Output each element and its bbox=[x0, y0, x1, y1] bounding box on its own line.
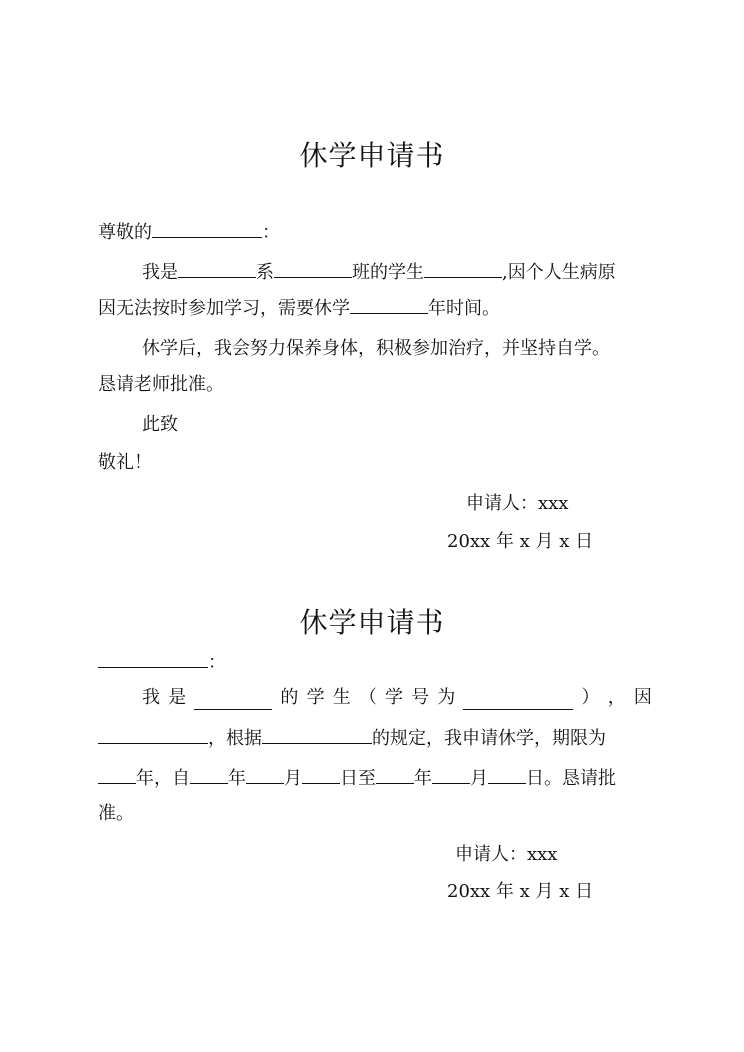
text-segment: 月 bbox=[284, 768, 302, 789]
section2-line-2 bbox=[98, 724, 606, 751]
end-month-blank bbox=[432, 764, 470, 784]
text-segment: 月 bbox=[470, 768, 488, 789]
page-title-2: 休学申请书 bbox=[299, 606, 445, 639]
text-segment: 班的学生 bbox=[352, 262, 424, 283]
recipient-blank bbox=[152, 218, 262, 238]
text-segment: 因无法按时参加学习，需要休学 bbox=[98, 298, 350, 319]
text-segment: ， bbox=[607, 687, 626, 708]
section2-line-4: 准。 bbox=[98, 803, 134, 824]
paragraph-1-line-1 bbox=[142, 258, 616, 285]
section2-line-1 bbox=[142, 686, 652, 710]
text-segment: 是 bbox=[168, 687, 187, 708]
reason-blank bbox=[98, 724, 208, 744]
text-segment: ，根据 bbox=[208, 728, 262, 749]
text-segment: 的规定，我申请休学，期限为 bbox=[372, 728, 606, 749]
years-blank bbox=[98, 764, 136, 784]
text-segment: 生 bbox=[332, 687, 351, 708]
text-segment: ,因个人生病原 bbox=[502, 262, 616, 283]
end-year-blank bbox=[376, 764, 414, 784]
text-segment: 因 bbox=[633, 687, 652, 708]
class-blank bbox=[274, 258, 352, 278]
paragraph-1-line-2 bbox=[98, 294, 500, 321]
start-day-blank bbox=[302, 764, 340, 784]
school-blank bbox=[194, 690, 272, 710]
start-month-blank bbox=[246, 764, 284, 784]
salutation-colon: ： bbox=[262, 222, 280, 243]
start-year-blank bbox=[190, 764, 228, 784]
salutation-2 bbox=[98, 648, 226, 675]
text-segment: （ bbox=[358, 687, 377, 708]
paragraph-2-line-1: 休学后，我会努力保养身体，积极参加治疗，并坚持自学。 bbox=[142, 338, 610, 359]
text-segment: 系 bbox=[256, 262, 274, 283]
salutation-prefix: 尊敬的 bbox=[98, 222, 152, 243]
text-segment: 为 bbox=[437, 687, 456, 708]
recipient-blank bbox=[98, 648, 208, 668]
text-segment: 年 bbox=[228, 768, 246, 789]
text-segment: 我 bbox=[142, 687, 160, 708]
department-blank bbox=[178, 258, 256, 278]
text-segment: 日至 bbox=[340, 768, 376, 789]
text-segment: 年，自 bbox=[136, 768, 190, 789]
section2-line-3 bbox=[98, 764, 616, 791]
paragraph-2-line-2: 恳请老师批准。 bbox=[98, 374, 224, 395]
student-id-blank bbox=[463, 690, 573, 710]
text-segment: ） bbox=[581, 687, 600, 708]
text-segment: 我是 bbox=[142, 262, 178, 283]
applicant-signature-2: 申请人：xxx bbox=[455, 844, 558, 865]
text-segment: 年时间。 bbox=[428, 298, 500, 319]
application-date: 20xx 年 x 月 x 日 bbox=[447, 531, 594, 552]
text-segment: 号 bbox=[411, 687, 430, 708]
student-blank bbox=[424, 258, 502, 278]
regulation-blank bbox=[262, 724, 372, 744]
closing-cizhi: 此致 bbox=[142, 414, 178, 435]
application-date-2: 20xx 年 x 月 x 日 bbox=[447, 881, 594, 902]
page-title: 休学申请书 bbox=[299, 139, 445, 172]
salutation bbox=[98, 218, 280, 245]
end-day-blank bbox=[488, 764, 526, 784]
closing-jingli: 敬礼！ bbox=[98, 452, 152, 473]
duration-blank bbox=[350, 294, 428, 314]
text-segment: 的 bbox=[280, 687, 299, 708]
text-segment: 年 bbox=[414, 768, 432, 789]
text-segment: 学 bbox=[306, 687, 325, 708]
text-segment: 学 bbox=[384, 687, 403, 708]
text-segment: 日。恳请批 bbox=[526, 768, 616, 789]
salutation-colon: ： bbox=[208, 652, 226, 673]
applicant-signature: 申请人：xxx bbox=[466, 493, 569, 514]
